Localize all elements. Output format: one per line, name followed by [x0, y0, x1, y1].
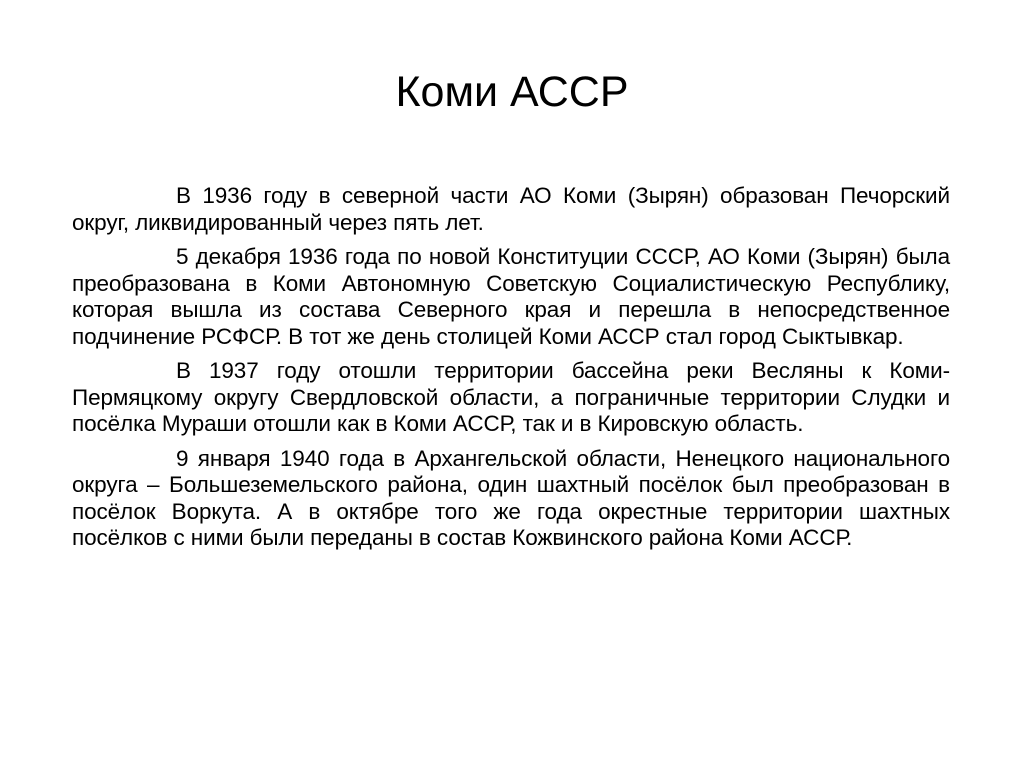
paragraph-2: 5 декабря 1936 года по новой Конституции СССР, АО Коми (Зырян) была преобразована в Коми Автономную Советскую Социалистическую Республику, которая вышла из состава Северного края и перешла в непосредственное подчинение РСФСР. В тот же день столицей Коми АССР стал город Сыктывкар.	[72, 244, 950, 349]
slide-title: Коми АССР	[395, 68, 629, 116]
paragraph-4: 9 января 1940 года в Архангельской области, Ненецкого национального округа – Большеземельского района, один шахтный посёлок был преобразован в посёлок Воркута. А в октябре того же года окрестные территории шахтных посёлков с ними были переданы в состав Кожвинского района Коми АССР.	[72, 445, 950, 550]
paragraph-1: В 1936 году в северной части АО Коми (Зырян) образован Печорский округ, ликвидированный через пять лет.	[72, 183, 950, 235]
paragraph-3: В 1937 году отошли территории бассейна реки Весляны к Коми-Пермяцкому округу Свердловской области, а пограничные территории Слудки и посёлка Мураши отошли как в Коми АССР, так и в Кировскую область.	[72, 358, 950, 436]
slide-body	[72, 183, 950, 560]
